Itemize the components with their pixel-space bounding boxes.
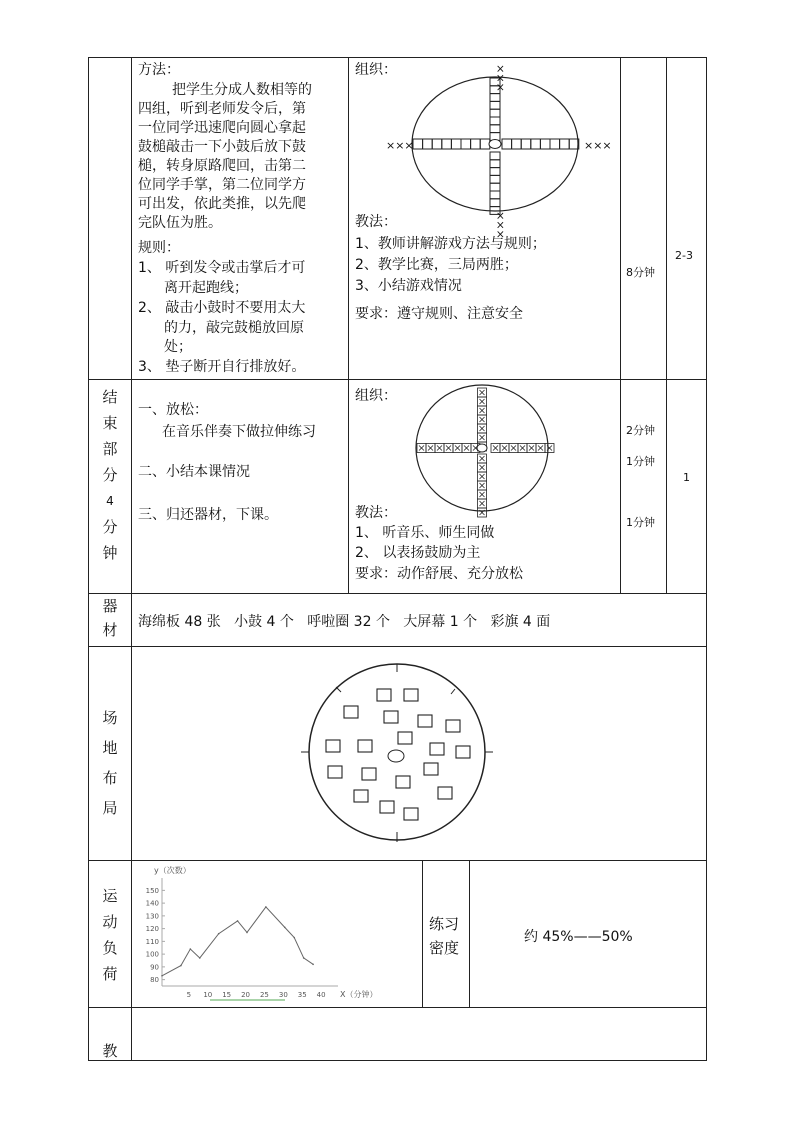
team-marks-left: ××× [386, 139, 414, 152]
teach-title: 教法： [355, 214, 397, 230]
equipment-list: 海绵板 48 张 小鼓 4 个 呼啦圈 32 个 大屏幕 1 个 彩旗 4 面 [138, 614, 551, 630]
y-tick-label: 110 [145, 937, 159, 946]
label-char: 4 [106, 494, 114, 508]
y-tick-label: 100 [145, 950, 159, 959]
data-point [237, 920, 239, 922]
teach-line: 1、教师讲解游戏方法与规则； [355, 236, 546, 252]
count-value: 1 [683, 471, 690, 484]
y-tick-label: 150 [145, 886, 159, 895]
rule-line: 2、 敲击小鼓时不要用太大 [138, 300, 306, 316]
label-char: 部 [102, 440, 118, 458]
y-tick-label: 140 [145, 899, 159, 908]
y-tick-label: 120 [145, 925, 159, 934]
data-point [199, 957, 201, 959]
label-char: 材 [102, 621, 118, 639]
x-tick-label: 20 [241, 991, 251, 999]
method-line: 一位同学迅速爬向圆心拿起 [138, 120, 306, 136]
label-char: 教 [102, 1042, 118, 1060]
data-point [161, 975, 163, 977]
method-line: 鼓槌敲击一下小鼓后放下鼓 [138, 139, 306, 155]
time-value: 1分钟 [626, 455, 655, 468]
x-tick-label: 10 [203, 991, 213, 999]
count-value: 2-3 [675, 249, 693, 262]
method-line: 四组，听到老师发令后，第 [138, 101, 306, 117]
time-value: 2分钟 [626, 424, 655, 437]
teach-line: 2、 以表扬鼓励为主 [355, 545, 481, 561]
label-char: 布 [102, 769, 118, 787]
label-char: 钟 [102, 544, 118, 562]
density-label-line: 密度 [429, 939, 460, 957]
chart-y-label: y（次数） [154, 866, 191, 875]
team-marks-top: ××× [493, 64, 507, 92]
ending-item: 三、归还器材，下课。 [138, 507, 278, 523]
label-char: 场 [102, 709, 118, 727]
label-char: 分 [102, 466, 118, 484]
method-title: 方法： [138, 62, 180, 78]
label-char: 分 [102, 518, 118, 536]
rule-line: 处； [164, 339, 192, 355]
row-label-teaching [90, 1038, 130, 1064]
org-title: 组织： [355, 388, 397, 404]
data-point [265, 906, 267, 908]
data-point [303, 957, 305, 959]
rule-line: 1、 听到发令或击掌后才可 [138, 260, 306, 276]
y-tick-label: 90 [150, 963, 159, 972]
label-char: 动 [102, 913, 118, 931]
label-char: 局 [102, 799, 118, 817]
data-point [284, 927, 286, 929]
method-line: 把学生分成人数相等的 [172, 82, 312, 98]
x-tick-label: 5 [186, 991, 192, 999]
label-char: 束 [102, 414, 118, 432]
org-title: 组织： [355, 62, 397, 78]
x-tick-label: 30 [278, 991, 288, 999]
label-char: 地 [102, 739, 118, 757]
chart-x-label: X（分钟） [340, 990, 378, 999]
ending-item: 二、小结本课情况 [138, 464, 250, 480]
method-line: 完队伍为胜。 [138, 215, 222, 231]
time-value: 1分钟 [626, 516, 655, 529]
method-line: 可出发，依此类推，以先爬 [138, 196, 306, 212]
rule-line: 的力，敲完鼓槌放回原 [164, 320, 304, 336]
y-tick-label: 80 [150, 976, 159, 985]
density-value: 约 45%——50% [524, 929, 633, 945]
teach-line: 1、 听音乐、师生同做 [355, 525, 495, 541]
x-tick-label: 35 [297, 991, 307, 999]
data-point [218, 933, 220, 935]
density-label [429, 912, 459, 960]
ending-item: 一、放松： [138, 402, 208, 418]
label-char: 器 [102, 597, 118, 615]
requirement: 要求：动作舒展、充分放松 [355, 566, 523, 582]
density-label-line: 练习 [429, 915, 460, 933]
label-char: 负 [102, 939, 118, 957]
label-char: 运 [102, 887, 118, 905]
teach-line: 2、教学比赛，三局两胜； [355, 257, 518, 273]
method-line: 槌，转身原路爬回，击第二 [138, 158, 306, 174]
x-tick-label: 25 [259, 991, 269, 999]
rule-line: 离开起跑线； [164, 280, 248, 296]
requirement: 要求：遵守规则、注意安全 [355, 306, 523, 322]
x-tick-label: 40 [316, 991, 326, 999]
ending-item: 在音乐伴奏下做拉伸练习 [162, 424, 316, 440]
teach-title: 教法： [355, 505, 397, 521]
rules-title: 规则： [138, 240, 180, 256]
teach-line: 3、小结游戏情况 [355, 278, 462, 294]
time-value: 8分钟 [626, 266, 655, 279]
team-marks-right: ××× [584, 139, 612, 152]
data-point [180, 965, 182, 967]
data-point [190, 948, 192, 950]
label-char: 结 [102, 388, 118, 406]
y-tick-label: 130 [145, 912, 159, 921]
data-point [246, 932, 248, 934]
rule-line: 3、 垫子断开自行排放好。 [138, 359, 306, 375]
x-tick-label: 15 [222, 991, 232, 999]
data-point [312, 964, 314, 966]
heart-rate-series [162, 907, 313, 976]
label-char: 荷 [102, 965, 118, 983]
team-marks-bottom: ××× [493, 211, 507, 239]
method-line: 位同学手掌，第二位同学方 [138, 177, 306, 193]
data-point [293, 937, 295, 939]
